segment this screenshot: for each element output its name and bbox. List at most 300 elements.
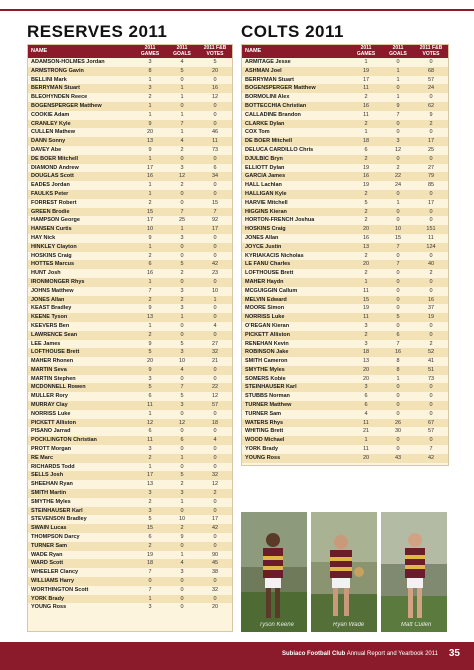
table-row [28, 128, 232, 137]
player-name: HALL Lachlan [245, 182, 282, 189]
player-photo-image [381, 512, 447, 632]
goals-cell: 0 [180, 76, 184, 83]
table-row [242, 392, 448, 401]
goals-cell: 7 [180, 208, 184, 215]
votes-cell: 0 [213, 366, 217, 373]
goals-cell: 0 [180, 278, 184, 285]
votes-cell: 0 [429, 384, 433, 391]
goals-cell: 5 [180, 261, 184, 268]
games-cell: 4 [364, 410, 368, 417]
player-name: CALLADINE Brandon [245, 111, 301, 118]
player-photos [241, 512, 447, 632]
votes-cell: 0 [213, 595, 217, 602]
goals-cell: 0 [396, 437, 400, 444]
goals-cell: 12 [178, 419, 186, 426]
reserves-table [28, 45, 232, 612]
table-row [28, 471, 232, 480]
games-cell: 3 [148, 85, 152, 92]
votes-cell: 42 [211, 525, 219, 532]
table-row [242, 348, 448, 357]
goals-cell: 1 [180, 498, 184, 505]
games-cell: 6 [364, 393, 368, 400]
table-row [28, 269, 232, 278]
page-number: 35 [448, 648, 460, 659]
games-cell: 5 [148, 384, 152, 391]
goals-cell: 0 [396, 155, 400, 162]
votes-cell: 32 [211, 586, 219, 593]
games-cell: 11 [363, 419, 369, 426]
votes-cell: 0 [213, 446, 217, 453]
player-name: YOUNG Ross [245, 454, 281, 461]
games-cell: 1 [148, 243, 152, 250]
goals-cell: 0 [396, 85, 400, 92]
player-name: NORRISS Luke [245, 314, 285, 321]
games-cell: 3 [148, 375, 152, 382]
votes-cell: 0 [429, 410, 433, 417]
table-row [28, 551, 232, 560]
table-row [28, 454, 232, 463]
games-cell: 2 [364, 94, 368, 101]
table-row [242, 172, 448, 181]
table-row [28, 234, 232, 243]
table-row [28, 577, 232, 586]
table-row [242, 419, 448, 428]
goals-cell: 2 [180, 296, 184, 303]
games-cell: 6 [148, 428, 152, 435]
goals-cell: 0 [180, 604, 184, 611]
player-name: LEE James [31, 340, 61, 347]
player-name: KYRIAKACIS Nicholas [245, 252, 304, 259]
player-name: DANN Sonny [31, 138, 66, 145]
games-cell: 6 [364, 402, 368, 409]
games-cell: 13 [146, 138, 154, 145]
votes-cell: 0 [213, 314, 217, 321]
player-name: RENEHAN Kevin [245, 340, 289, 347]
goals-cell: 10 [178, 358, 186, 365]
games-cell: 2 [364, 120, 368, 127]
votes-cell: 15 [211, 199, 219, 206]
player-name: SELLS Josh [31, 472, 64, 479]
votes-cell: 0 [213, 234, 217, 241]
votes-cell: 5 [213, 59, 217, 65]
player-name: HINKLEY Clayton [31, 243, 77, 250]
table-row [28, 120, 232, 129]
table-row [28, 498, 232, 507]
table-row [28, 216, 232, 225]
player-name: CULLEN Mathew [31, 129, 75, 136]
votes-cell: 0 [213, 190, 217, 197]
votes-cell: 0 [213, 331, 217, 338]
games-cell: 0 [148, 578, 152, 585]
votes-cell: 45 [211, 560, 219, 567]
goals-cell: 8 [396, 366, 400, 373]
player-name: STUBBS Norman [245, 393, 290, 400]
votes-cell: 9 [429, 111, 433, 118]
player-name: HANSEN Curtis [31, 226, 72, 233]
games-cell: 3 [364, 340, 368, 347]
table-row [28, 243, 232, 252]
votes-cell: 62 [427, 102, 435, 109]
table-row [242, 269, 448, 278]
games-cell: 1 [364, 437, 368, 444]
footer-rest: Annual Report and Yearbook 2011 [345, 651, 438, 657]
table-row [242, 331, 448, 340]
goals-cell: 43 [394, 454, 402, 461]
votes-cell: 11 [428, 234, 434, 241]
votes-cell: 2 [429, 120, 433, 127]
games-cell: 19 [362, 164, 370, 171]
player-name: DE BOER Mitchell [245, 138, 293, 145]
games-cell: 18 [362, 349, 370, 356]
votes-cell: 0 [429, 252, 433, 259]
colts-table [242, 45, 448, 463]
table-row [28, 559, 232, 568]
votes-cell: 2 [213, 490, 217, 497]
table-row [242, 164, 448, 173]
games-cell: 11 [147, 402, 153, 409]
player-name: WHITING Brett [245, 428, 284, 435]
goals-cell: 0 [180, 595, 184, 602]
votes-cell: 0 [429, 155, 433, 162]
goals-cell: 30 [394, 428, 402, 435]
goals-cell: 0 [180, 446, 184, 453]
table-row [28, 595, 232, 604]
games-cell: 20 [146, 129, 154, 136]
games-header: 2011 GAMES [140, 45, 160, 57]
player-name: IRONMONGER Rhys [31, 278, 85, 285]
votes-header: 2011 F&B VOTES [203, 45, 227, 57]
votes-cell: 6 [213, 164, 217, 171]
votes-cell: 0 [213, 428, 217, 435]
player-photo-image [311, 512, 377, 632]
reserves-table-panel [27, 44, 233, 632]
votes-cell: 10 [211, 287, 219, 294]
player-name: MARTIN Stephen [31, 375, 76, 382]
table-row [242, 252, 448, 261]
votes-cell: 0 [213, 120, 217, 127]
player-name: HUNT Josh [31, 270, 61, 277]
footer-text [282, 651, 438, 657]
player-name: MARTIN Seva [31, 366, 67, 373]
votes-cell: 0 [213, 463, 217, 470]
table-row [242, 410, 448, 419]
goals-cell: 0 [396, 393, 400, 400]
votes-header: 2011 F&B VOTES [419, 45, 443, 57]
table-row [242, 445, 448, 454]
player-name: YORK Brady [245, 446, 279, 453]
goals-cell: 2 [180, 481, 184, 488]
table-row [28, 260, 232, 269]
goals-cell: 0 [180, 199, 184, 206]
goals-cell: 0 [180, 243, 184, 250]
votes-cell: 0 [213, 507, 217, 514]
player-name: ROBINSON Jake [245, 349, 289, 356]
goals-cell: 2 [180, 182, 184, 189]
table-row [242, 76, 448, 85]
votes-cell: 24 [427, 85, 435, 92]
colts-title: COLTS 2011 [241, 22, 344, 41]
player-name: ELLIOTT Dylan [245, 164, 285, 171]
votes-cell: 7 [429, 446, 433, 453]
goals-cell: 0 [180, 322, 184, 329]
games-cell: 7 [148, 586, 152, 593]
games-cell: 3 [148, 446, 152, 453]
games-cell: 17 [146, 472, 154, 479]
votes-cell: 52 [427, 349, 435, 356]
player-name: WHEELER Clancy [31, 569, 79, 576]
player-name: SMITH Martin [31, 490, 67, 497]
player-name: HOTTES Marcus [31, 261, 75, 268]
player-name: BORMOLINI Alex [245, 94, 290, 101]
votes-cell: 17 [427, 138, 435, 145]
votes-cell: 0 [213, 252, 217, 259]
games-cell: 3 [148, 507, 152, 514]
player-name: BERRYMAN Stuart [31, 85, 80, 92]
photo-ryan-wade [311, 512, 377, 632]
table-row [242, 111, 448, 120]
games-cell: 12 [146, 419, 154, 426]
goals-cell: 7 [180, 120, 184, 127]
votes-cell: 0 [213, 542, 217, 549]
votes-cell: 0 [429, 217, 433, 224]
games-cell: 19 [362, 305, 370, 312]
goals-cell: 4 [180, 59, 184, 65]
games-cell: 9 [148, 146, 152, 153]
table-row [28, 296, 232, 305]
games-cell: 2 [364, 270, 368, 277]
goals-cell: 3 [180, 305, 184, 312]
goals-cell: 1 [396, 67, 400, 74]
games-cell: 16 [362, 102, 370, 109]
photo-caption: Matt Cullen [401, 622, 432, 628]
goals-cell: 0 [180, 463, 184, 470]
player-name: MAHER Haydn [245, 278, 284, 285]
player-name: MCGUIGGIN Callum [245, 287, 298, 294]
reserves-body [28, 58, 232, 612]
goals-cell: 0 [396, 402, 400, 409]
goals-cell: 15 [394, 234, 402, 241]
player-name: SMYTHE Myles [245, 366, 285, 373]
votes-cell: 0 [213, 454, 217, 461]
votes-cell: 37 [427, 305, 435, 312]
goals-cell: 1 [180, 129, 184, 136]
player-name: HIGGINS Kieran [245, 208, 287, 215]
goals-cell: 24 [394, 182, 402, 189]
table-row [28, 137, 232, 146]
games-cell: 5 [148, 349, 152, 356]
goals-cell: 0 [396, 217, 400, 224]
goals-cell: 3 [180, 490, 184, 497]
games-cell: 11 [363, 85, 369, 92]
table-row [28, 463, 232, 472]
table-row [242, 208, 448, 217]
player-name: TURNER Sam [245, 410, 282, 417]
games-cell: 1 [364, 59, 368, 65]
table-row [28, 322, 232, 331]
table-row [28, 208, 232, 217]
goals-cell: 16 [394, 349, 402, 356]
goals-cell: 0 [396, 305, 400, 312]
name-header: NAME [31, 47, 48, 54]
player-name: ARMSTRONG Gavin [31, 67, 84, 74]
games-cell: 9 [148, 234, 152, 241]
games-cell: 20 [362, 261, 370, 268]
games-cell: 11 [363, 314, 369, 321]
games-cell: 2 [148, 252, 152, 259]
player-name: FORREST Robert [31, 199, 77, 206]
votes-cell: 57 [427, 76, 435, 83]
games-cell: 18 [362, 138, 370, 145]
goals-cell: 2 [180, 146, 184, 153]
goals-cell: 0 [396, 120, 400, 127]
votes-cell: 0 [429, 59, 433, 65]
games-cell: 16 [362, 173, 370, 180]
player-name: HORTON-FRENCH Joshua [245, 217, 315, 224]
table-row [28, 93, 232, 102]
games-cell: 1 [364, 278, 368, 285]
player-name: HAMPSON George [31, 217, 80, 224]
games-cell: 6 [148, 534, 152, 541]
table-row [242, 454, 448, 463]
player-name: POCKLINGTON Christian [31, 437, 97, 444]
goals-cell: 1 [180, 111, 184, 118]
goals-cell: 1 [180, 314, 184, 321]
goals-cell: 1 [396, 199, 400, 206]
player-name: LOFTHOUSE Brett [245, 270, 294, 277]
votes-cell: 32 [211, 472, 219, 479]
goals-cell: 0 [180, 190, 184, 197]
goals-cell: 3 [180, 164, 184, 171]
games-cell: 16 [146, 173, 154, 180]
games-cell: 1 [148, 322, 152, 329]
games-cell: 10 [146, 226, 154, 233]
votes-cell: 73 [211, 146, 219, 153]
player-name: JOYCE Justin [245, 243, 282, 250]
player-name: COOKIE Adam [31, 111, 70, 118]
goals-cell: 0 [180, 102, 184, 109]
votes-cell: 0 [213, 305, 217, 312]
table-row [242, 102, 448, 111]
table-row [242, 383, 448, 392]
games-cell: 11 [363, 111, 369, 118]
goals-cell: 6 [180, 437, 184, 444]
player-name: STEINHAUSER Karl [245, 384, 297, 391]
player-name: MULLER Rory [31, 393, 68, 400]
votes-cell: 42 [427, 454, 435, 461]
goals-cell: 0 [180, 586, 184, 593]
table-row [242, 190, 448, 199]
player-name: CRANLEY Kyle [31, 120, 71, 127]
votes-cell: 17 [211, 516, 219, 523]
goals-cell: 12 [178, 173, 186, 180]
table-row [28, 383, 232, 392]
games-cell: 1 [148, 155, 152, 162]
table-row [242, 357, 448, 366]
player-name: STEVENSON Bradley [31, 516, 87, 523]
votes-cell: 124 [426, 243, 436, 250]
table-row [242, 296, 448, 305]
player-name: PISANO Jarrad [31, 428, 71, 435]
goals-cell: 2 [180, 270, 184, 277]
table-row [28, 533, 232, 542]
votes-cell: 79 [427, 173, 435, 180]
votes-cell: 34 [211, 173, 219, 180]
goals-cell: 9 [180, 534, 184, 541]
player-name: NORRISS Luke [31, 410, 71, 417]
table-row [28, 489, 232, 498]
goals-cell: 0 [180, 252, 184, 259]
games-cell: 2 [148, 199, 152, 206]
player-name: PICKETT Alliston [245, 331, 291, 338]
table-row [242, 260, 448, 269]
table-row [242, 313, 448, 322]
games-cell: 1 [148, 102, 152, 109]
games-cell: 19 [362, 67, 370, 74]
goals-cell: 9 [396, 102, 400, 109]
goals-cell: 0 [396, 129, 400, 136]
goals-cell: 0 [180, 542, 184, 549]
table-row [28, 190, 232, 199]
goals-cell: 7 [396, 243, 400, 250]
votes-cell: 90 [211, 551, 219, 558]
table-row [28, 401, 232, 410]
votes-cell: 0 [213, 578, 217, 585]
games-cell: 20 [362, 454, 370, 461]
table-row [242, 181, 448, 190]
votes-cell: 12 [211, 393, 219, 400]
votes-cell: 46 [211, 129, 219, 136]
votes-cell: 0 [429, 278, 433, 285]
votes-cell: 0 [213, 111, 217, 118]
votes-cell: 2 [429, 270, 433, 277]
votes-cell: 0 [429, 331, 433, 338]
votes-cell: 27 [211, 340, 219, 347]
games-cell: 13 [146, 481, 154, 488]
player-name: HAY Nick [31, 234, 56, 241]
player-name: DE BOER Mitchell [31, 155, 79, 162]
player-name: COX Tom [245, 129, 270, 136]
table-row [242, 225, 448, 234]
goals-cell: 0 [180, 155, 184, 162]
table-row [242, 216, 448, 225]
goals-cell: 1 [180, 94, 184, 101]
player-name: WADE Ryan [31, 551, 63, 558]
votes-cell: 0 [429, 287, 433, 294]
votes-cell: 0 [213, 278, 217, 285]
games-cell: 13 [146, 314, 154, 321]
table-row [28, 515, 232, 524]
table-row [28, 287, 232, 296]
games-cell: 7 [148, 569, 152, 576]
games-cell: 17 [146, 217, 154, 224]
votes-cell: 0 [429, 208, 433, 215]
table-row [28, 427, 232, 436]
table-row [28, 419, 232, 428]
table-row [28, 436, 232, 445]
table-row [242, 243, 448, 252]
votes-cell: 42 [211, 261, 219, 268]
votes-cell: 0 [213, 410, 217, 417]
goals-cell: 0 [396, 270, 400, 277]
goals-cell: 10 [394, 226, 402, 233]
votes-cell: 73 [427, 375, 435, 382]
goals-cell: 3 [180, 402, 184, 409]
votes-cell: 0 [213, 155, 217, 162]
player-name: GARCIA James [245, 173, 286, 180]
table-row [28, 67, 232, 76]
player-name: JONES Allan [245, 234, 279, 241]
player-name: HARVIE Mitchell [245, 199, 288, 206]
